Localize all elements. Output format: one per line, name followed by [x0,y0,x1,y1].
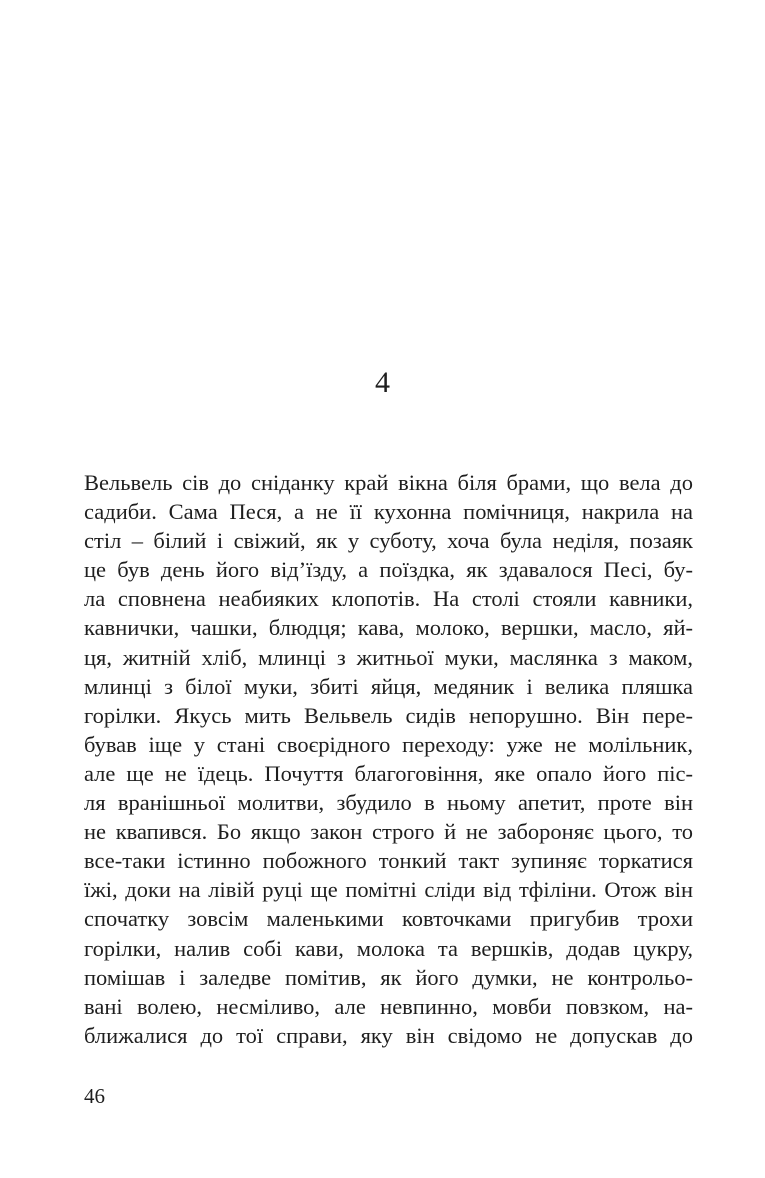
text-line: але ще не їдець. Почуття благоговіння, яке опало його піс- [84,760,693,786]
text-line: це був день його від’їзду, а поїздка, як здавалося Песі, бу- [84,557,693,583]
text-line: їжі, доки на лівій руці ще помітні сліди від тфіліни. Отож він [84,877,693,903]
text-line: все-таки істинно побожного тонкий такт зупиняє торкатися [84,848,693,874]
text-line: помішав і заледве помітив, як його думки, не контрольо- [84,964,693,990]
text-line: ближалися до тої справи, яку він свідомо не допускав до [84,1022,693,1048]
text-line: горілки. Якусь мить Вельвель сидів непорушно. Він пере- [84,702,693,728]
text-line: млинці з білої муки, збиті яйця, медяник і велика пляшка [84,673,693,699]
text-line: вані волею, несміливо, але невпинно, мовби повзком, на- [84,993,693,1019]
text-line: ля вранішньої молитви, збудило в ньому апетит, проте він [84,790,693,816]
body-text [84,468,693,1050]
text-line: кавнички, чашки, блюдця; кава, молоко, вершки, масло, яй- [84,615,693,641]
text-line: ця, житній хліб, млинці з житньої муки, маслянка з маком, [84,644,693,670]
text-line: спочатку зовсім маленькими ковточками пригубив трохи [84,906,693,932]
chapter-number: 4 [375,366,390,399]
text-line: садиби. Сама Песя, а не її кухонна помічниця, накрила на [84,499,693,525]
text-line: не квапився. Бо якщо закон строго й не забороняє цього, то [84,819,693,845]
page-number: 46 [84,1084,105,1108]
text-line: ла сповнена неабияких клопотів. На столі стояли кавники, [84,586,693,612]
text-line: горілки, налив собі кави, молока та вершків, додав цукру, [84,935,693,961]
text-line: стіл – білий і свіжий, як у суботу, хоча була неділя, позаяк [84,528,693,554]
text-line: бував іще у стані своєрідного переходу: уже не молільник, [84,731,693,757]
text-line: Вельвель сів до сніданку край вікна біля брами, що вела до [84,470,693,495]
